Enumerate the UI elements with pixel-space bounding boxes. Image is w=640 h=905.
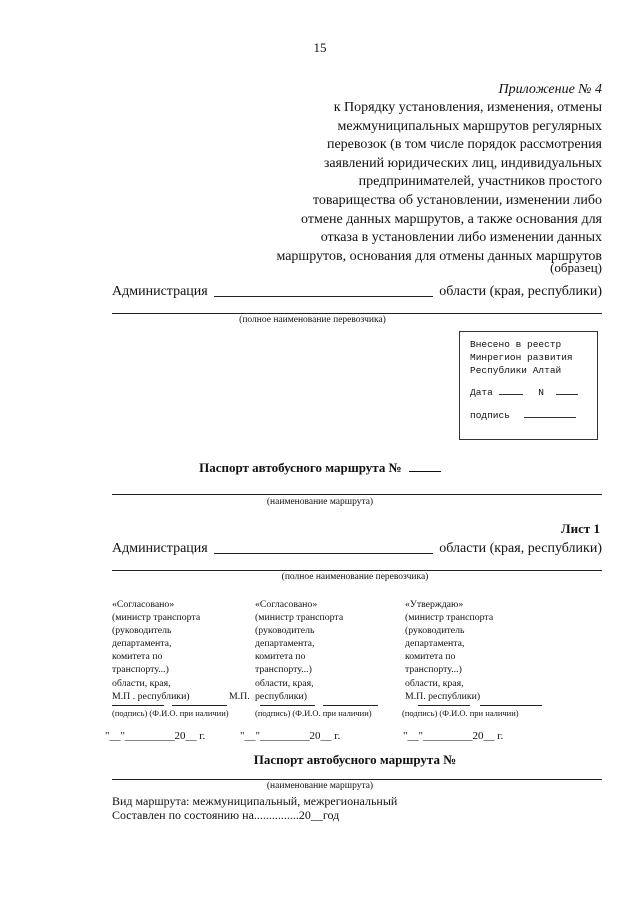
administration-fill-line[interactable] — [214, 552, 434, 554]
approval-line: М.П . республики) — [112, 690, 190, 702]
stamp-date-row — [470, 387, 578, 398]
approval-block-3 — [405, 598, 493, 703]
approval-line: «Согласовано» — [112, 599, 175, 610]
carrier-caption-2: (полное наименование перевозчика) — [281, 572, 429, 582]
approval-line: республики) — [255, 690, 307, 702]
approval-line: департамента, — [255, 638, 315, 650]
approval-line: комитета по — [112, 651, 163, 663]
approval-block-2 — [255, 598, 343, 703]
signature-line[interactable] — [418, 705, 470, 706]
appendix-line: предпринимателей, участников простого — [358, 174, 602, 190]
sheet-label: Лист 1 — [560, 521, 600, 536]
appendix-line: перевозок (в том числе порядок рассмотрения — [326, 137, 602, 153]
stamp-line-2: Минрегион развития — [470, 352, 573, 363]
fio-line[interactable] — [480, 705, 542, 706]
approval-line: департамента, — [112, 638, 172, 650]
approval-line: «Утверждаю» — [405, 599, 464, 610]
appendix-title: Приложение № 4 — [498, 82, 602, 97]
passport-heading-text: Паспорт автобусного маршрута № — [199, 460, 402, 475]
appendix-line: межмуниципальных маршрутов регулярных — [337, 118, 602, 134]
approval-line: департамента, — [405, 638, 465, 650]
signature-caption: (подпись) (Ф.И.О. при наличии) — [255, 708, 372, 718]
stamp-line-1: Внесено в реестр — [470, 339, 562, 350]
route-name-line-2[interactable] — [112, 779, 602, 780]
stamp-signature-row — [470, 410, 576, 421]
route-type-text: Вид маршрута: межмуниципальный, межрегиональный — [112, 794, 398, 808]
administration-row — [112, 284, 602, 300]
approval-line: (министр транспорта — [255, 612, 344, 624]
stamp-line-3: Республики Алтай — [470, 365, 562, 376]
administration-suffix: области (края, республики) — [439, 541, 602, 556]
passport-heading — [0, 460, 640, 476]
appendix-line: товарищества об установлении, изменении либо — [313, 192, 602, 208]
approval-line: комитета по — [255, 651, 306, 663]
appendix-line: маршрутов, основания для отмены данных маршрутов — [276, 248, 602, 264]
administration-suffix: области (края, республики) — [439, 284, 602, 299]
carrier-caption: (полное наименование перевозчика) — [239, 315, 386, 325]
page-number: 15 — [313, 40, 327, 55]
stamp-number-field[interactable] — [556, 393, 578, 395]
passport-number-field[interactable] — [409, 470, 441, 472]
date-field[interactable]: "__"_________20__ г. — [105, 730, 206, 742]
approval-line: (министр транспорта — [112, 612, 201, 624]
approval-line: комитета по — [405, 651, 456, 663]
appendix-text — [272, 99, 602, 266]
administration-fill-line[interactable] — [214, 295, 434, 297]
stamp-number-label: N — [538, 387, 544, 398]
sample-label: (образец) — [550, 260, 602, 275]
approval-line: (министр транспорта — [405, 612, 494, 624]
approval-line: области, края, — [255, 677, 314, 689]
appendix-line: отказа в установлении либо изменении данных — [320, 230, 602, 246]
approval-line: М.П. республики) — [405, 690, 481, 702]
approval-line: области, края, — [405, 677, 464, 689]
approval-line: (руководитель — [255, 625, 315, 637]
compiled-as-of-text: Составлен по состоянию на...............20__год — [112, 808, 340, 822]
signature-line[interactable] — [260, 705, 315, 706]
date-field[interactable]: "__"_________20__ г. — [403, 730, 504, 742]
appendix-line: заявлений юридических лиц, индивидуальных — [323, 155, 602, 171]
administration-row-2 — [112, 541, 602, 557]
carrier-name-line-2[interactable] — [112, 570, 602, 571]
approval-line: (руководитель — [405, 625, 465, 637]
administration-label: Администрация — [112, 284, 208, 299]
signature-caption: (подпись) (Ф.И.О. при наличии) — [112, 708, 229, 718]
passport-heading-2: Паспорт автобусного маршрута № — [253, 752, 457, 767]
route-caption: (наименование маршрута) — [266, 497, 374, 507]
stamp-date-field[interactable] — [499, 393, 523, 395]
appendix-line: отмене данных маршрутов, а также основания для — [301, 211, 602, 227]
signature-caption: (подпись) (Ф.И.О. при наличии) — [402, 708, 519, 718]
approval-line: (руководитель — [112, 625, 172, 637]
stamp-signature-label: подпись — [470, 410, 510, 421]
route-caption-2: (наименование маршрута) — [266, 781, 374, 791]
stamp-signature-field[interactable] — [524, 416, 576, 418]
stamp-date-label: Дата — [470, 387, 493, 398]
approval-block-1 — [112, 598, 200, 703]
approval-line: транспорту...) — [112, 664, 169, 676]
carrier-name-line[interactable] — [112, 313, 602, 314]
fio-line[interactable] — [323, 705, 378, 706]
route-name-line[interactable] — [112, 494, 602, 495]
signature-line[interactable] — [112, 705, 164, 706]
registry-stamp — [459, 331, 598, 440]
appendix-line: к Порядку установления, изменения, отмены — [333, 100, 602, 115]
approval-line: области, края, — [112, 677, 171, 689]
approval-mp-2: М.П. — [229, 690, 250, 702]
approval-line: транспорту...) — [405, 664, 462, 676]
approval-line: транспорту...) — [255, 664, 312, 676]
date-field[interactable]: "__"_________20__ г. — [240, 730, 341, 742]
approval-line: «Согласовано» — [255, 599, 318, 610]
fio-line[interactable] — [172, 705, 227, 706]
administration-label: Администрация — [112, 541, 208, 556]
